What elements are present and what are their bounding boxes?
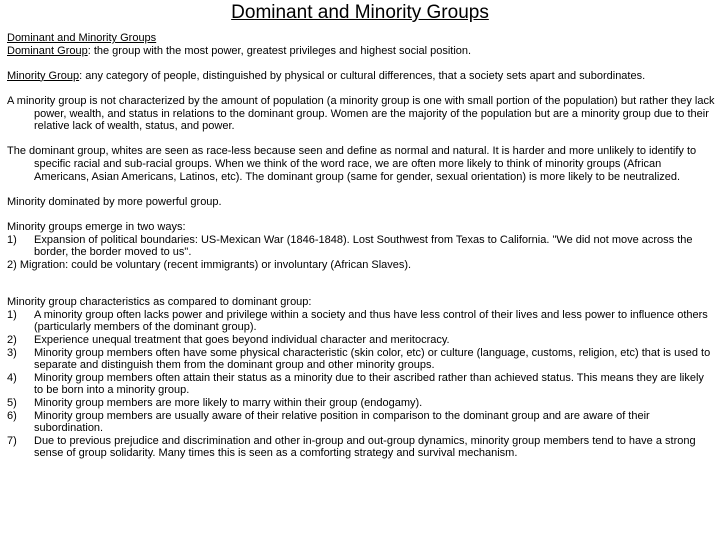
subheading: Dominant and Minority Groups — [7, 32, 157, 44]
list-item — [7, 347, 715, 372]
paragraph-raceless: The dominant group, whites are seen as race-less because seen and define as normal and natural. It is harder and more unlikely to identify to specific racial and sub-racial groups. When we think of the word race, we are often more likely to think of minority groups (African Americans, Asian Americans, Latinos, etc). The dominant group (same for gender, sexual orientation) is more likely to be neutralized. — [7, 145, 697, 183]
slide-title: Dominant and Minority Groups — [231, 2, 489, 23]
paragraph-dominated: Minority dominated by more powerful group. — [7, 195, 222, 208]
list-item-text: Minority group members are usually aware of their relative position in comparison to the dominant group and are aware of their subordination. — [34, 409, 650, 435]
list-item-number: 6) — [7, 409, 17, 422]
list-item — [7, 397, 715, 410]
list-item — [7, 372, 715, 397]
list-item-number: 5) — [7, 397, 17, 410]
dominant-group-definition — [7, 45, 715, 58]
minority-group-definition — [7, 70, 715, 83]
list-item-number: 2) — [7, 334, 17, 347]
dominant-group-text: : the group with the most power, greatest privileges and highest social position. — [87, 44, 472, 57]
emerge-item-1-number: 1) — [7, 233, 17, 246]
list-item — [7, 334, 715, 347]
list-item-number: 1) — [7, 308, 17, 321]
emerge-item-1-text: Expansion of political boundaries: US-Mexican War (1846-1848). Lost Southwest from Texas to California. "We did not move across the border, the border moved to us". — [34, 233, 693, 259]
list-item-number: 4) — [7, 371, 17, 384]
minority-group-text: : any category of people, distinguished by physical or cultural differences, that a society sets apart and subordinates. — [79, 69, 646, 82]
emerge-intro: Minority groups emerge in two ways: — [7, 220, 186, 233]
list-item-text: A minority group often lacks power and privilege within a society and thus have less control of their lives and less power to influence others (particularly members of the dominant group). — [34, 308, 708, 334]
characteristics-list — [7, 309, 715, 460]
list-item — [7, 309, 715, 334]
list-item-text: Due to previous prejudice and discrimination and other in-group and out-group dynamics, minority group members tend to have a strong sense of group solidarity. Many times this is seen as a comforting strategy and survival mechanism. — [34, 434, 696, 460]
list-item-number: 7) — [7, 434, 17, 447]
list-item-text: Experience unequal treatment that goes beyond individual character and meritocracy. — [34, 334, 450, 347]
characteristics-intro: Minority group characteristics as compared to dominant group: — [7, 296, 312, 309]
paragraph-population: A minority group is not characterized by the amount of population (a minority group is one with small portion of the population) but rather they lack power, wealth, and status in relations to the dominant group. Women are the majority of the population but are a minority group due to their relative lack of wealth, status, and power. — [7, 94, 715, 133]
emerge-item-2: 2) Migration: could be voluntary (recent immigrants) or involuntary (African Slaves). — [7, 258, 412, 271]
list-item-number: 3) — [7, 346, 17, 359]
list-item — [7, 435, 715, 460]
list-item-text: Minority group members often attain their status as a minority due to their ascribed rather than achieved status. This means they are likely to be born into a minority group. — [34, 371, 704, 397]
emerge-item-1 — [7, 234, 715, 259]
list-item-text: Minority group members are more likely to marry within their group (endogamy). — [34, 397, 423, 410]
list-item-text: Minority group members often have some physical characteristic (skin color, etc) or culture (language, customs, religion, etc) that is used to separate and distinguish them from the dominant group and other minority groups. — [34, 346, 711, 372]
dominant-group-term: Dominant Group — [7, 44, 88, 57]
slide-content — [7, 32, 715, 460]
minority-group-term: Minority Group — [7, 69, 80, 82]
list-item — [7, 410, 715, 435]
